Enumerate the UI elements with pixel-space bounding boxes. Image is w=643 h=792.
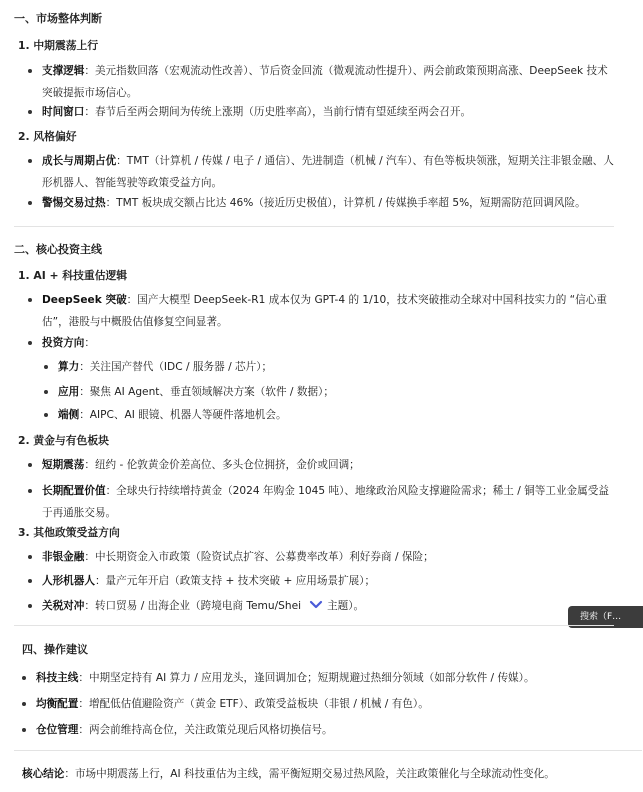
list-item [28, 546, 618, 568]
list-item [28, 480, 618, 524]
side-search-chip[interactable]: 搜索（F… [568, 606, 643, 628]
item-text: ： [84, 337, 95, 349]
item-label: 端侧 [58, 409, 80, 421]
section-1-title: 一、市场整体判断 [14, 12, 102, 25]
list-item [28, 332, 618, 354]
item-label: 成长与周期占优 [42, 155, 117, 167]
list-item [28, 192, 618, 214]
item-text: ：关注国产替代（IDC / 服务器 / 芯片）； [79, 361, 273, 373]
list-item [22, 719, 612, 741]
item-label: 支撑逻辑 [42, 65, 85, 77]
item-text: 主题）。 [327, 600, 365, 612]
divider [14, 625, 614, 626]
list-item [28, 454, 618, 476]
section-2-title: 二、核心投资主线 [14, 243, 102, 256]
divider [14, 750, 642, 751]
section-2-sub-1-title: 1. AI + 科技重估逻辑 [18, 269, 128, 282]
item-text: ：量产元年开启（政策支持 + 技术突破 + 应用场景扩展）； [94, 575, 376, 587]
item-text: ：两会前维持高仓位，关注政策兑现后风格切换信号。 [78, 724, 333, 736]
item-text: ：AIPC、AI 眼镜、机器人等硬件落地机会。 [79, 409, 287, 421]
section-2-sub-3-title: 3. 其他政策受益方向 [18, 526, 120, 539]
item-text: ：中长期资金入市政策（险资试点扩容、公募费率改革）利好券商 / 保险； [84, 551, 434, 563]
item-label: 短期震荡 [42, 459, 85, 471]
item-text: ：春节后至两会期间为传统上涨期（历史胜率高），当前行情有望延续至两会召开。 [84, 106, 472, 118]
item-label: 非银金融 [42, 551, 85, 563]
conclusion-label: 核心结论 [22, 768, 65, 780]
item-text: ：美元指数回落（宏观流动性改善）、节后资金回流（微观流动性提升）、两会前政策预期高涨、DeepSeek 技术突破提振市场信心。 [42, 65, 608, 99]
list-item [28, 289, 618, 333]
item-label: 科技主线 [36, 672, 79, 684]
item-label: DeepSeek 突破 [42, 294, 127, 306]
item-label: 关税对冲 [42, 600, 85, 612]
item-label: 均衡配置 [36, 698, 79, 710]
item-label: 应用 [58, 386, 80, 398]
list-item [44, 404, 604, 426]
list-item [22, 667, 612, 689]
item-label: 警惕交易过热 [42, 197, 106, 209]
item-label: 仓位管理 [36, 724, 79, 736]
item-label: 投资方向 [42, 337, 85, 349]
section-2-sub-2-title: 2. 黄金与有色板块 [18, 434, 109, 447]
item-text: ：转口贸易 / 出海企业（跨境电商 Temu/Shei [84, 600, 302, 612]
item-text: ：聚焦 AI Agent、垂直领域解决方案（软件 / 数据）； [79, 386, 334, 398]
item-text: ：纽约 - 伦敦黄金价差高位、多头仓位拥挤，金价或回调； [84, 459, 360, 471]
core-conclusion [22, 763, 632, 785]
section-4-title: 四、操作建议 [22, 643, 88, 656]
section-1-sub-2-title: 2. 风格偏好 [18, 130, 77, 143]
item-label: 人形机器人 [42, 575, 95, 587]
list-item [22, 693, 612, 715]
list-item [44, 381, 604, 403]
item-text: ：TMT 板块成交额占比达 46%（接近历史极值），计算机 / 传媒换手率超 5%，短期需防范回调风险。 [105, 197, 586, 209]
list-item [44, 356, 604, 378]
item-label: 算力 [58, 361, 80, 373]
chevron-down-icon [309, 600, 323, 610]
list-item [28, 570, 618, 592]
item-text: ：国产大模型 DeepSeek-R1 成本仅为 GPT-4 的 1/10，技术突破推动全球对中国科技实力的 “信心重估”，港股与中概股估值修复空间显著。 [42, 294, 607, 328]
scroll-down-button[interactable] [306, 597, 326, 613]
item-text: ：TMT（计算机 / 传媒 / 电子 / 通信）、先进制造（机械 / 汽车）、有色等板块领涨，短期关注非银金融、人形机器人、智能驾驶等政策受益方向。 [42, 155, 614, 189]
divider [14, 226, 614, 227]
item-text: ：增配低估值避险资产（黄金 ETF）、政策受益板块（非银 / 机械 / 有色）。 [78, 698, 429, 710]
item-label: 长期配置价值 [42, 485, 106, 497]
item-text: ：中期坚定持有 AI 算力 / 应用龙头，逢回调加仓；短期规避过热细分领域（如部分软件 / 传媒）。 [78, 672, 535, 684]
list-item [28, 60, 618, 104]
section-1-sub-1-title: 1. 中期震荡上行 [18, 39, 99, 52]
list-item [28, 101, 618, 123]
list-item [28, 150, 618, 194]
item-label: 时间窗口 [42, 106, 85, 118]
conclusion-text: ：市场中期震荡上行，AI 科技重估为主线，需平衡短期交易过热风险，关注政策催化与全球流动性变化。 [64, 768, 555, 780]
item-text: ：全球央行持续增持黄金（2024 年购金 1045 吨）、地缘政治风险支撑避险需求；稀土 / 铜等工业金属受益于再通胀交易。 [42, 485, 609, 519]
